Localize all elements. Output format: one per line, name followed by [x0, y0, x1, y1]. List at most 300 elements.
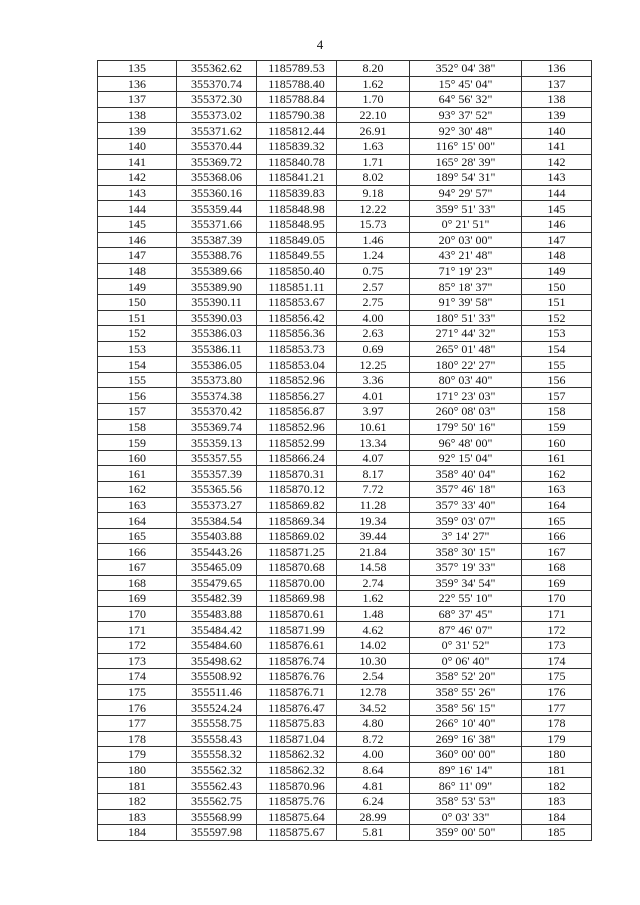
x-coordinate-cell: 355465.09 — [177, 560, 257, 576]
length-cell: 8.17 — [337, 466, 410, 482]
point-to-cell: 174 — [522, 653, 592, 669]
x-coordinate-cell: 355369.72 — [177, 154, 257, 170]
x-coordinate-cell: 355370.74 — [177, 76, 257, 92]
point-from-cell: 142 — [98, 170, 177, 186]
length-cell: 8.72 — [337, 731, 410, 747]
x-coordinate-cell: 355362.62 — [177, 61, 257, 77]
length-cell: 1.71 — [337, 154, 410, 170]
page-number: 4 — [316, 37, 324, 52]
x-coordinate-cell: 355369.74 — [177, 419, 257, 435]
length-cell: 22.10 — [337, 107, 410, 123]
point-from-cell: 174 — [98, 669, 177, 685]
point-from-cell: 135 — [98, 61, 177, 77]
direction-angle-cell: 180° 22' 27" — [410, 357, 522, 373]
length-cell: 0.75 — [337, 263, 410, 279]
table-row — [98, 294, 592, 310]
y-coordinate-cell: 1185862.32 — [257, 762, 337, 778]
y-coordinate-cell: 1185856.87 — [257, 404, 337, 420]
x-coordinate-cell: 355403.88 — [177, 528, 257, 544]
length-cell: 2.57 — [337, 279, 410, 295]
y-coordinate-cell: 1185875.76 — [257, 793, 337, 809]
y-coordinate-cell: 1185788.40 — [257, 76, 337, 92]
point-from-cell: 164 — [98, 513, 177, 529]
point-to-cell: 157 — [522, 388, 592, 404]
x-coordinate-cell: 355373.27 — [177, 497, 257, 513]
length-cell: 4.80 — [337, 715, 410, 731]
x-coordinate-cell: 355568.99 — [177, 809, 257, 825]
y-coordinate-cell: 1185875.67 — [257, 825, 337, 841]
point-to-cell: 179 — [522, 731, 592, 747]
point-to-cell: 160 — [522, 435, 592, 451]
length-cell: 4.01 — [337, 388, 410, 404]
point-from-cell: 145 — [98, 216, 177, 232]
point-to-cell: 175 — [522, 669, 592, 685]
point-from-cell: 152 — [98, 326, 177, 342]
table-row — [98, 372, 592, 388]
direction-angle-cell: 359° 51' 33" — [410, 201, 522, 217]
point-from-cell: 144 — [98, 201, 177, 217]
point-to-cell: 165 — [522, 513, 592, 529]
x-coordinate-cell: 355360.16 — [177, 185, 257, 201]
table-row — [98, 809, 592, 825]
y-coordinate-cell: 1185870.61 — [257, 606, 337, 622]
length-cell: 11.28 — [337, 497, 410, 513]
length-cell: 10.30 — [337, 653, 410, 669]
length-cell: 2.75 — [337, 294, 410, 310]
point-to-cell: 150 — [522, 279, 592, 295]
table-row — [98, 388, 592, 404]
length-cell: 8.64 — [337, 762, 410, 778]
length-cell: 21.84 — [337, 544, 410, 560]
direction-angle-cell: 0° 31' 52" — [410, 637, 522, 653]
point-from-cell: 143 — [98, 185, 177, 201]
y-coordinate-cell: 1185876.47 — [257, 700, 337, 716]
y-coordinate-cell: 1185870.00 — [257, 575, 337, 591]
table-row — [98, 622, 592, 638]
table-row — [98, 92, 592, 108]
y-coordinate-cell: 1185870.31 — [257, 466, 337, 482]
point-to-cell: 144 — [522, 185, 592, 201]
direction-angle-cell: 359° 34' 54" — [410, 575, 522, 591]
table-row — [98, 216, 592, 232]
point-to-cell: 146 — [522, 216, 592, 232]
point-to-cell: 178 — [522, 715, 592, 731]
length-cell: 3.97 — [337, 404, 410, 420]
length-cell: 9.18 — [337, 185, 410, 201]
point-from-cell: 181 — [98, 778, 177, 794]
direction-angle-cell: 359° 00' 50" — [410, 825, 522, 841]
point-to-cell: 152 — [522, 310, 592, 326]
x-coordinate-cell: 355562.43 — [177, 778, 257, 794]
point-from-cell: 163 — [98, 497, 177, 513]
table-row — [98, 700, 592, 716]
direction-angle-cell: 265° 01' 48" — [410, 341, 522, 357]
length-cell: 14.02 — [337, 637, 410, 653]
point-from-cell: 138 — [98, 107, 177, 123]
direction-angle-cell: 64° 56' 32" — [410, 92, 522, 108]
direction-angle-cell: 71° 19' 23" — [410, 263, 522, 279]
table-row — [98, 201, 592, 217]
direction-angle-cell: 189° 54' 31" — [410, 170, 522, 186]
point-from-cell: 178 — [98, 731, 177, 747]
y-coordinate-cell: 1185840.78 — [257, 154, 337, 170]
point-to-cell: 171 — [522, 606, 592, 622]
x-coordinate-cell: 355374.38 — [177, 388, 257, 404]
length-cell: 3.36 — [337, 372, 410, 388]
x-coordinate-cell: 355597.98 — [177, 825, 257, 841]
direction-angle-cell: 358° 40' 04" — [410, 466, 522, 482]
point-from-cell: 169 — [98, 591, 177, 607]
length-cell: 6.24 — [337, 793, 410, 809]
direction-angle-cell: 92° 15' 04" — [410, 450, 522, 466]
direction-angle-cell: 0° 03' 33" — [410, 809, 522, 825]
table-row — [98, 544, 592, 560]
x-coordinate-cell: 355370.42 — [177, 404, 257, 420]
x-coordinate-cell: 355483.88 — [177, 606, 257, 622]
table-row — [98, 762, 592, 778]
table-row — [98, 497, 592, 513]
direction-angle-cell: 94° 29' 57" — [410, 185, 522, 201]
table-row — [98, 310, 592, 326]
x-coordinate-cell: 355368.06 — [177, 170, 257, 186]
direction-angle-cell: 352° 04' 38" — [410, 61, 522, 77]
direction-angle-cell: 43° 21' 48" — [410, 248, 522, 264]
x-coordinate-cell: 355372.30 — [177, 92, 257, 108]
direction-angle-cell: 22° 55' 10" — [410, 591, 522, 607]
table-row — [98, 731, 592, 747]
table-row — [98, 513, 592, 529]
length-cell: 8.20 — [337, 61, 410, 77]
y-coordinate-cell: 1185853.04 — [257, 357, 337, 373]
table-row — [98, 793, 592, 809]
y-coordinate-cell: 1185875.64 — [257, 809, 337, 825]
point-from-cell: 151 — [98, 310, 177, 326]
table-row — [98, 825, 592, 841]
table-row — [98, 154, 592, 170]
direction-angle-cell: 180° 51' 33" — [410, 310, 522, 326]
table-row — [98, 76, 592, 92]
direction-angle-cell: 358° 52' 20" — [410, 669, 522, 685]
y-coordinate-cell: 1185788.84 — [257, 92, 337, 108]
y-coordinate-cell: 1185853.73 — [257, 341, 337, 357]
boundary-coordinates-table — [97, 60, 592, 841]
point-to-cell: 149 — [522, 263, 592, 279]
point-to-cell: 170 — [522, 591, 592, 607]
direction-angle-cell: 0° 06' 40" — [410, 653, 522, 669]
point-to-cell: 172 — [522, 622, 592, 638]
x-coordinate-cell: 355357.39 — [177, 466, 257, 482]
y-coordinate-cell: 1185869.98 — [257, 591, 337, 607]
point-from-cell: 177 — [98, 715, 177, 731]
direction-angle-cell: 179° 50' 16" — [410, 419, 522, 435]
y-coordinate-cell: 1185866.24 — [257, 450, 337, 466]
length-cell: 2.74 — [337, 575, 410, 591]
y-coordinate-cell: 1185869.82 — [257, 497, 337, 513]
length-cell: 10.61 — [337, 419, 410, 435]
length-cell: 28.99 — [337, 809, 410, 825]
point-to-cell: 173 — [522, 637, 592, 653]
point-to-cell: 177 — [522, 700, 592, 716]
y-coordinate-cell: 1185876.74 — [257, 653, 337, 669]
point-to-cell: 167 — [522, 544, 592, 560]
table-row — [98, 279, 592, 295]
x-coordinate-cell: 355562.32 — [177, 762, 257, 778]
direction-angle-cell: 87° 46' 07" — [410, 622, 522, 638]
y-coordinate-cell: 1185852.96 — [257, 372, 337, 388]
table-row — [98, 419, 592, 435]
point-from-cell: 150 — [98, 294, 177, 310]
table-row — [98, 341, 592, 357]
table-row — [98, 669, 592, 685]
direction-angle-cell: 357° 46' 18" — [410, 482, 522, 498]
point-from-cell: 147 — [98, 248, 177, 264]
length-cell: 4.00 — [337, 747, 410, 763]
table-row — [98, 263, 592, 279]
table-row — [98, 528, 592, 544]
point-to-cell: 183 — [522, 793, 592, 809]
table-row — [98, 326, 592, 342]
point-from-cell: 136 — [98, 76, 177, 92]
y-coordinate-cell: 1185856.27 — [257, 388, 337, 404]
length-cell: 13.34 — [337, 435, 410, 451]
point-to-cell: 180 — [522, 747, 592, 763]
x-coordinate-cell: 355443.26 — [177, 544, 257, 560]
x-coordinate-cell: 355390.11 — [177, 294, 257, 310]
point-to-cell: 147 — [522, 232, 592, 248]
point-to-cell: 154 — [522, 341, 592, 357]
point-from-cell: 175 — [98, 684, 177, 700]
y-coordinate-cell: 1185841.21 — [257, 170, 337, 186]
direction-angle-cell: 357° 33' 40" — [410, 497, 522, 513]
table-row — [98, 404, 592, 420]
y-coordinate-cell: 1185849.05 — [257, 232, 337, 248]
direction-angle-cell: 86° 11' 09" — [410, 778, 522, 794]
direction-angle-cell: 358° 53' 53" — [410, 793, 522, 809]
table-row — [98, 138, 592, 154]
point-to-cell: 137 — [522, 76, 592, 92]
x-coordinate-cell: 355365.56 — [177, 482, 257, 498]
y-coordinate-cell: 1185850.40 — [257, 263, 337, 279]
y-coordinate-cell: 1185849.55 — [257, 248, 337, 264]
x-coordinate-cell: 355482.39 — [177, 591, 257, 607]
table-row — [98, 123, 592, 139]
y-coordinate-cell: 1185862.32 — [257, 747, 337, 763]
table-row — [98, 684, 592, 700]
table-row — [98, 248, 592, 264]
point-to-cell: 176 — [522, 684, 592, 700]
x-coordinate-cell: 355524.24 — [177, 700, 257, 716]
y-coordinate-cell: 1185876.61 — [257, 637, 337, 653]
point-from-cell: 182 — [98, 793, 177, 809]
x-coordinate-cell: 355370.44 — [177, 138, 257, 154]
x-coordinate-cell: 355373.02 — [177, 107, 257, 123]
x-coordinate-cell: 355484.60 — [177, 637, 257, 653]
length-cell: 2.54 — [337, 669, 410, 685]
direction-angle-cell: 271° 44' 32" — [410, 326, 522, 342]
y-coordinate-cell: 1185869.34 — [257, 513, 337, 529]
length-cell: 1.70 — [337, 92, 410, 108]
y-coordinate-cell: 1185812.44 — [257, 123, 337, 139]
x-coordinate-cell: 355484.42 — [177, 622, 257, 638]
table-row — [98, 357, 592, 373]
point-to-cell: 169 — [522, 575, 592, 591]
point-from-cell: 153 — [98, 341, 177, 357]
point-to-cell: 148 — [522, 248, 592, 264]
table-row — [98, 778, 592, 794]
point-to-cell: 143 — [522, 170, 592, 186]
point-from-cell: 148 — [98, 263, 177, 279]
x-coordinate-cell: 355558.75 — [177, 715, 257, 731]
table-row — [98, 61, 592, 77]
direction-angle-cell: 15° 45' 04" — [410, 76, 522, 92]
point-to-cell: 155 — [522, 357, 592, 373]
point-from-cell: 162 — [98, 482, 177, 498]
table-row — [98, 575, 592, 591]
length-cell: 15.73 — [337, 216, 410, 232]
length-cell: 1.63 — [337, 138, 410, 154]
x-coordinate-cell: 355387.39 — [177, 232, 257, 248]
point-from-cell: 160 — [98, 450, 177, 466]
x-coordinate-cell: 355386.11 — [177, 341, 257, 357]
direction-angle-cell: 171° 23' 03" — [410, 388, 522, 404]
point-from-cell: 140 — [98, 138, 177, 154]
direction-angle-cell: 93° 37' 52" — [410, 107, 522, 123]
table-row — [98, 482, 592, 498]
table-row — [98, 637, 592, 653]
direction-angle-cell: 96° 48' 00" — [410, 435, 522, 451]
point-to-cell: 163 — [522, 482, 592, 498]
y-coordinate-cell: 1185870.68 — [257, 560, 337, 576]
length-cell: 4.07 — [337, 450, 410, 466]
table-row — [98, 715, 592, 731]
y-coordinate-cell: 1185871.04 — [257, 731, 337, 747]
direction-angle-cell: 91° 39' 58" — [410, 294, 522, 310]
point-to-cell: 141 — [522, 138, 592, 154]
x-coordinate-cell: 355558.32 — [177, 747, 257, 763]
point-to-cell: 162 — [522, 466, 592, 482]
direction-angle-cell: 165° 28' 39" — [410, 154, 522, 170]
point-from-cell: 179 — [98, 747, 177, 763]
x-coordinate-cell: 355479.65 — [177, 575, 257, 591]
y-coordinate-cell: 1185870.96 — [257, 778, 337, 794]
point-to-cell: 164 — [522, 497, 592, 513]
point-to-cell: 151 — [522, 294, 592, 310]
y-coordinate-cell: 1185851.11 — [257, 279, 337, 295]
direction-angle-cell: 358° 30' 15" — [410, 544, 522, 560]
y-coordinate-cell: 1185848.95 — [257, 216, 337, 232]
direction-angle-cell: 92° 30' 48" — [410, 123, 522, 139]
point-to-cell: 181 — [522, 762, 592, 778]
y-coordinate-cell: 1185870.12 — [257, 482, 337, 498]
length-cell: 7.72 — [337, 482, 410, 498]
y-coordinate-cell: 1185871.99 — [257, 622, 337, 638]
x-coordinate-cell: 355390.03 — [177, 310, 257, 326]
length-cell: 1.48 — [337, 606, 410, 622]
point-to-cell: 161 — [522, 450, 592, 466]
length-cell: 0.69 — [337, 341, 410, 357]
x-coordinate-cell: 355386.03 — [177, 326, 257, 342]
direction-angle-cell: 3° 14' 27" — [410, 528, 522, 544]
direction-angle-cell: 0° 21' 51" — [410, 216, 522, 232]
point-from-cell: 183 — [98, 809, 177, 825]
point-to-cell: 182 — [522, 778, 592, 794]
x-coordinate-cell: 355389.90 — [177, 279, 257, 295]
length-cell: 12.22 — [337, 201, 410, 217]
point-from-cell: 149 — [98, 279, 177, 295]
direction-angle-cell: 20° 03' 00" — [410, 232, 522, 248]
y-coordinate-cell: 1185789.53 — [257, 61, 337, 77]
table-row — [98, 185, 592, 201]
y-coordinate-cell: 1185839.32 — [257, 138, 337, 154]
length-cell: 4.62 — [337, 622, 410, 638]
point-from-cell: 184 — [98, 825, 177, 841]
direction-angle-cell: 80° 03' 40" — [410, 372, 522, 388]
length-cell: 26.91 — [337, 123, 410, 139]
point-to-cell: 145 — [522, 201, 592, 217]
point-from-cell: 159 — [98, 435, 177, 451]
x-coordinate-cell: 355359.13 — [177, 435, 257, 451]
direction-angle-cell: 68° 37' 45" — [410, 606, 522, 622]
point-from-cell: 155 — [98, 372, 177, 388]
point-from-cell: 161 — [98, 466, 177, 482]
direction-angle-cell: 358° 55' 26" — [410, 684, 522, 700]
point-to-cell: 139 — [522, 107, 592, 123]
point-from-cell: 154 — [98, 357, 177, 373]
point-from-cell: 172 — [98, 637, 177, 653]
point-to-cell: 153 — [522, 326, 592, 342]
point-to-cell: 136 — [522, 61, 592, 77]
point-to-cell: 156 — [522, 372, 592, 388]
direction-angle-cell: 266° 10' 40" — [410, 715, 522, 731]
x-coordinate-cell: 355386.05 — [177, 357, 257, 373]
point-to-cell: 185 — [522, 825, 592, 841]
point-from-cell: 141 — [98, 154, 177, 170]
point-from-cell: 176 — [98, 700, 177, 716]
length-cell: 4.00 — [337, 310, 410, 326]
direction-angle-cell: 116° 15' 00" — [410, 138, 522, 154]
x-coordinate-cell: 355511.46 — [177, 684, 257, 700]
direction-angle-cell: 260° 08' 03" — [410, 404, 522, 420]
length-cell: 12.25 — [337, 357, 410, 373]
x-coordinate-cell: 355384.54 — [177, 513, 257, 529]
x-coordinate-cell: 355562.75 — [177, 793, 257, 809]
direction-angle-cell: 269° 16' 38" — [410, 731, 522, 747]
length-cell: 2.63 — [337, 326, 410, 342]
length-cell: 34.52 — [337, 700, 410, 716]
point-from-cell: 166 — [98, 544, 177, 560]
x-coordinate-cell: 355498.62 — [177, 653, 257, 669]
y-coordinate-cell: 1185856.42 — [257, 310, 337, 326]
point-to-cell: 166 — [522, 528, 592, 544]
point-to-cell: 142 — [522, 154, 592, 170]
x-coordinate-cell: 355371.62 — [177, 123, 257, 139]
table-row — [98, 591, 592, 607]
point-to-cell: 184 — [522, 809, 592, 825]
length-cell: 39.44 — [337, 528, 410, 544]
y-coordinate-cell: 1185852.99 — [257, 435, 337, 451]
y-coordinate-cell: 1185876.76 — [257, 669, 337, 685]
table-row — [98, 435, 592, 451]
x-coordinate-cell: 355389.66 — [177, 263, 257, 279]
x-coordinate-cell: 355371.66 — [177, 216, 257, 232]
table-row — [98, 653, 592, 669]
x-coordinate-cell: 355359.44 — [177, 201, 257, 217]
table-row — [98, 606, 592, 622]
length-cell: 1.24 — [337, 248, 410, 264]
y-coordinate-cell: 1185853.67 — [257, 294, 337, 310]
length-cell: 1.46 — [337, 232, 410, 248]
y-coordinate-cell: 1185848.98 — [257, 201, 337, 217]
